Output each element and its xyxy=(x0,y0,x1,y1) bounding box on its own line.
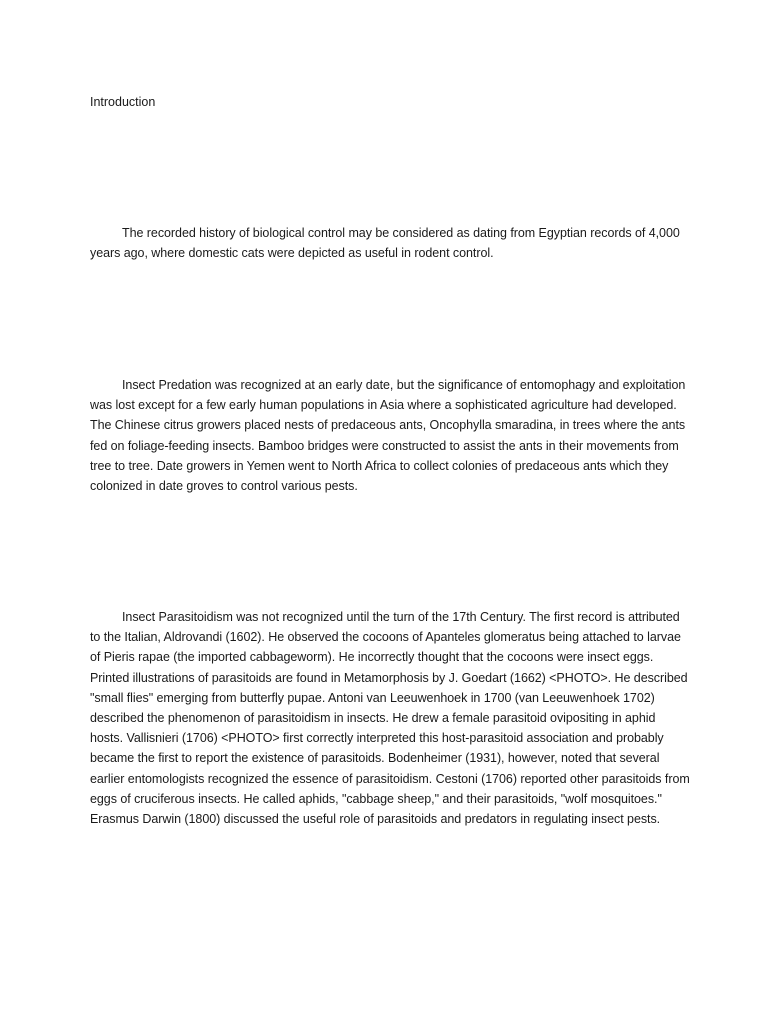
paragraph-insect-predation: Insect Predation was recognized at an early date, but the significance of entomophagy and exploitation was lost except for a few early human populations in Asia where a sophisticated agriculture had developed. The Chinese citrus growers placed nests of predaceous ants, Oncophylla smaradina, in trees where the ants fed on foliage-feeding insects. Bamboo bridges were constructed to assist the ants in their movements from tree to tree. Date growers in Yemen went to North Africa to collect colonies of predaceous ants which they colonized in date groves to control various pests. xyxy=(90,378,686,494)
paragraph-egyptian-records: The recorded history of biological control may be considered as dating from Egyptian records of 4,000 years ago, where domestic cats were depicted as useful in rodent control. xyxy=(90,226,680,261)
paragraph-insect-parasitoidism: Insect Parasitoidism was not recognized until the turn of the 17th Century. The first record is attributed to the Italian, Aldrovandi (1602). He observed the cocoons of Apanteles glomeratus being attached to larvae of Pieris rapae (the imported cabbageworm). He incorrectly thought that the cocoons were insect eggs. Printed illustrations of parasitoids are found in Metamorphosis by J. Goedart (1662) <PHOTO>. He described "small flies" emerging from butterfly pupae. Antoni van Leeuwenhoek in 1700 (van Leeuwenhoek 1702) described the phenomenon of parasitoidism in insects. He drew a female parasitoid ovipositing in aphid hosts. Vallisnieri (1706) <PHOTO> first correctly interpreted this host-parasitoid association and probably became the first to report the existence of parasitoids. Bodenheimer (1931), however, noted that several earlier entomologists recognized the essence of parasitoidism. Cestoni (1706) reported other parasitoids from eggs of cruciferous insects. He called aphids, "cabbage sheep," and their parasitoids, "wolf mosquitoes." Erasmus Darwin (1800) discussed the useful role of parasitoids and predators in regulating insect pests. xyxy=(90,610,690,827)
section-heading: Introduction xyxy=(90,95,156,109)
